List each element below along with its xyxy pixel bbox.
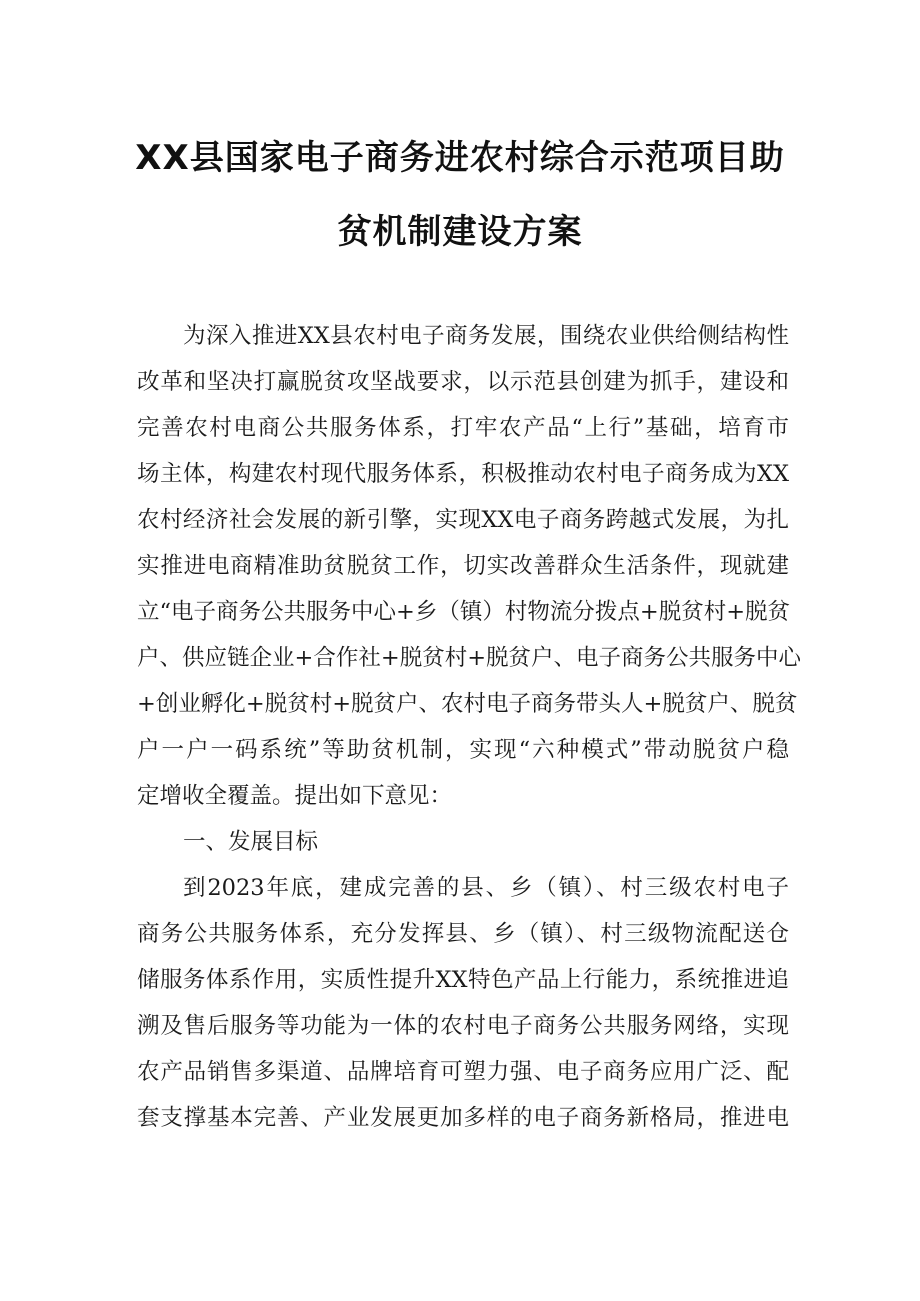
paragraph-line: 实推进电商精准助贫脱贫工作，切实改善群众生活条件，现就建 — [137, 553, 789, 579]
document-title-line-1: XX县国家电子商务进农村综合示范项目助 — [135, 138, 785, 178]
paragraph-line: 定增收全覆盖。提出如下意见： — [137, 783, 453, 809]
section-heading-development-goals: 一、发展目标 — [183, 829, 319, 855]
paragraph-line: 溯及售后服务等功能为一体的农村电子商务公共服务网络，实现 — [137, 1013, 789, 1039]
paragraph-line: 户一户一码系统”等助贫机制，实现“六种模式”带动脱贫户稳 — [137, 737, 789, 763]
paragraph-intro — [137, 313, 802, 819]
paragraph-line: 套支撑基本完善、产业发展更加多样的电子商务新格局，推进电 — [137, 1105, 789, 1131]
paragraph-line: 立“电子商务公共服务中心+乡（镇）村物流分拨点+脱贫村+脱贫 — [137, 599, 791, 625]
paragraph-line: 完善农村电商公共服务体系，打牢农产品“上行”基础，培育市 — [137, 415, 789, 441]
paragraph-line: 为深入推进XX县农村电子商务发展，围绕农业供给侧结构性 — [183, 323, 789, 349]
paragraph-line: 商务公共服务体系，充分发挥县、乡（镇）、村三级物流配送仓 — [137, 921, 789, 947]
paragraph-line: 农产品销售多渠道、品牌培育可塑力强、电子商务应用广泛、配 — [137, 1059, 789, 1085]
paragraph-goals — [137, 865, 789, 1141]
paragraph-line: 到2023年底，建成完善的县、乡（镇）、村三级农村电子 — [183, 875, 789, 901]
document-title-line-2: 贫机制建设方案 — [337, 212, 583, 252]
paragraph-line: 改革和坚决打赢脱贫攻坚战要求，以示范县创建为抓手，建设和 — [137, 369, 789, 395]
paragraph-line: 农村经济社会发展的新引擎，实现XX电子商务跨越式发展，为扎 — [137, 507, 789, 533]
paragraph-line: +创业孵化+脱贫村+脱贫户、农村电子商务带头人+脱贫户、脱贫 — [137, 691, 798, 717]
paragraph-line: 户、供应链企业+合作社+脱贫村+脱贫户、电子商务公共服务中心 — [137, 645, 802, 671]
paragraph-line: 场主体，构建农村现代服务体系，积极推动农村电子商务成为XX — [137, 461, 789, 487]
paragraph-line: 储服务体系作用，实质性提升XX特色产品上行能力，系统推进追 — [137, 967, 789, 993]
document-body — [137, 313, 802, 1141]
